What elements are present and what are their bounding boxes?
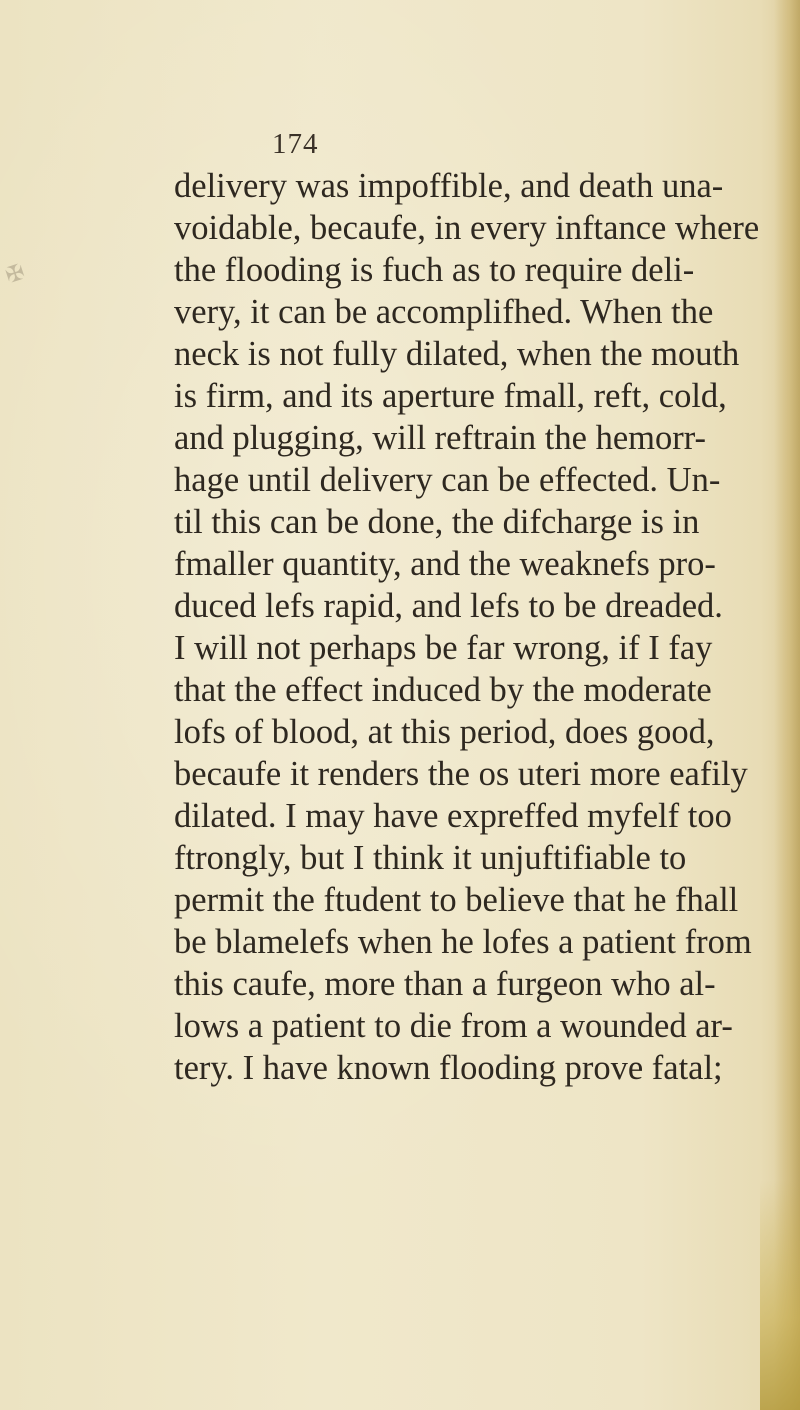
- text-line: voidable, becaufe, in every inftance where: [174, 209, 760, 247]
- margin-mark: ✠: [2, 259, 28, 290]
- text-line: this caufe, more than a furgeon who al-: [174, 965, 716, 1003]
- text-line: neck is not fully dilated, when the mouth: [174, 335, 740, 373]
- text-line: delivery was impoffible, and death una-: [174, 167, 724, 205]
- text-line: lows a patient to die from a wounded ar-: [174, 1007, 733, 1045]
- text-line: permit the ftudent to believe that he fhall: [174, 881, 739, 919]
- text-line: very, it can be accomplifhed. When the: [174, 293, 714, 331]
- text-line: and plugging, will reftrain the hemorr-: [174, 419, 706, 457]
- text-line: duced lefs rapid, and lefs to be dreaded.: [174, 587, 723, 625]
- text-line: becaufe it renders the os uteri more eafily: [174, 755, 748, 793]
- text-line: til this can be done, the difcharge is in: [174, 503, 700, 541]
- text-line: hage until delivery can be effected. Un-: [174, 461, 721, 499]
- text-line: I will not perhaps be far wrong, if I fay: [174, 629, 713, 667]
- text-line: is firm, and its aperture fmall, reft, cold,: [174, 377, 727, 415]
- text-line: ftrongly, but I think it unjuftifiable to: [174, 839, 687, 877]
- text-line: fmaller quantity, and the weaknefs pro-: [174, 545, 716, 583]
- text-line: dilated. I may have expreffed myfelf too: [174, 797, 732, 835]
- text-line: be blamelefs when he lofes a patient from: [174, 923, 752, 961]
- text-line: lofs of blood, at this period, does good,: [174, 713, 715, 751]
- text-line: tery. I have known flooding prove fatal;: [174, 1049, 723, 1087]
- text-line: the flooding is fuch as to require deli-: [174, 251, 695, 289]
- page-number: 174: [272, 128, 319, 160]
- text-line: that the effect induced by the moderate: [174, 671, 712, 709]
